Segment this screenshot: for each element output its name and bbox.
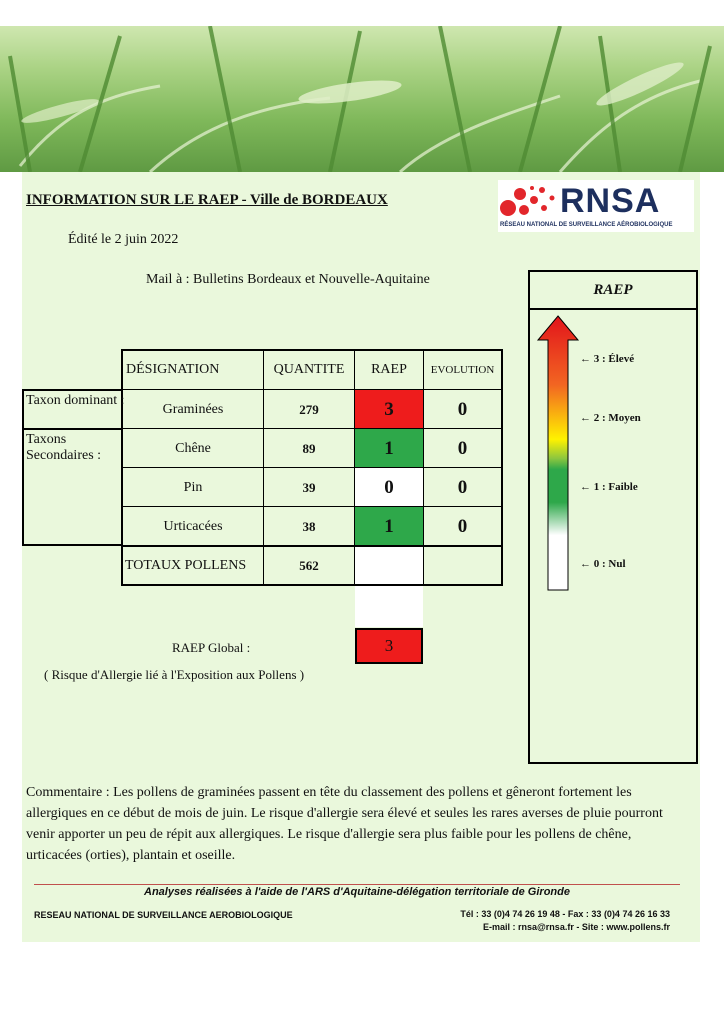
legend-title: RAEP [593, 282, 633, 298]
row-designation: Graminées [162, 401, 224, 417]
row-evolution: 0 [457, 437, 468, 459]
row-raep: 0 [384, 476, 394, 498]
footer-network-name: RESEAU NATIONAL DE SURVEILLANCE AEROBIOLOGIQUE [34, 910, 293, 920]
legend-level-0: ← 0 : Nul [580, 558, 626, 570]
header-designation: DÉSIGNATION [126, 362, 220, 377]
grass-illustration [0, 26, 724, 172]
logo-subtitle: RÉSEAU NATIONAL DE SURVEILLANCE AÉROBIOLOGIQUE [500, 222, 673, 228]
row-raep: 1 [384, 515, 394, 537]
comment-text: Commentaire : Les pollens de graminées passent en tête du classement des pollens et gêneront fortement les allergiques en ce début de mois de juin. Le risque d'allergie sera élevé et seules les rares averses de pluie pourront venir apporter un peu de répit aux allergiques. Le risque d'allergie sera plus faible pour les pollens de chêne, urticacées (orties), plantain et oseille. [26, 785, 663, 863]
global-raep-label: RAEP Global : [172, 640, 251, 655]
row-evolution: 0 [457, 476, 468, 498]
raep-scale-arrow-icon [536, 314, 580, 594]
row-quantite: 38 [302, 518, 316, 534]
row-raep: 3 [384, 398, 394, 420]
header-quantite: QUANTITE [273, 362, 345, 377]
footer-contact [430, 908, 670, 934]
grass-banner-image [0, 26, 724, 172]
row-designation: Pin [183, 479, 203, 495]
row-designation: Chêne [175, 440, 211, 456]
row-quantite: 39 [302, 479, 316, 495]
row-evolution: 0 [457, 398, 468, 420]
header-evolution: EVOLUTION [430, 364, 495, 376]
legend-level-2: ← 2 : Moyen [580, 412, 641, 424]
raep-total-fill [355, 546, 423, 585]
footer-credit: Analyses réalisées à l'aide de l'ARS d'Aquitaine-délégation territoriale de Gironde [144, 886, 570, 898]
raep-gap-fill [355, 585, 423, 627]
edition-date: Édité le 2 juin 2022 [68, 232, 179, 247]
global-raep-note: ( Risque d'Allergie lié à l'Exposition aux Pollens ) [44, 667, 305, 682]
global-raep-value: 3 [384, 636, 394, 655]
global-raep-box [355, 628, 423, 664]
mail-info: Mail à : Bulletins Bordeaux et Nouvelle-Aquitaine [146, 272, 430, 287]
footer-phone: Tél : 33 (0)4 74 26 19 48 - Fax : 33 (0)4 74 26 16 33 [460, 909, 670, 919]
row-quantite: 279 [299, 401, 319, 417]
taxons-secondaires-label: Taxons Secondaires : [26, 432, 102, 463]
legend-level-3: ← 3 : Élevé [580, 353, 635, 365]
legend-level-1: ← 1 : Faible [580, 481, 638, 493]
footer-email: E-mail : rnsa@rnsa.fr - Site : www.pollens.fr [483, 922, 670, 932]
header-raep: RAEP [371, 362, 407, 377]
row-quantite: 89 [302, 440, 316, 456]
rnsa-logo [498, 180, 694, 232]
footer-divider [34, 884, 680, 885]
logo-name: RNSA [560, 182, 661, 220]
pollen-dots-icon [498, 182, 558, 222]
totals-value: 562 [299, 557, 319, 573]
row-raep: 1 [384, 437, 394, 459]
taxon-dominant-label: Taxon dominant : [26, 393, 125, 408]
row-designation: Urticacées [163, 518, 223, 534]
page-title: INFORMATION SUR LE RAEP - Ville de BORDEAUX [26, 192, 388, 208]
row-evolution: 0 [457, 515, 468, 537]
totals-label: TOTAUX POLLENS [125, 557, 247, 573]
